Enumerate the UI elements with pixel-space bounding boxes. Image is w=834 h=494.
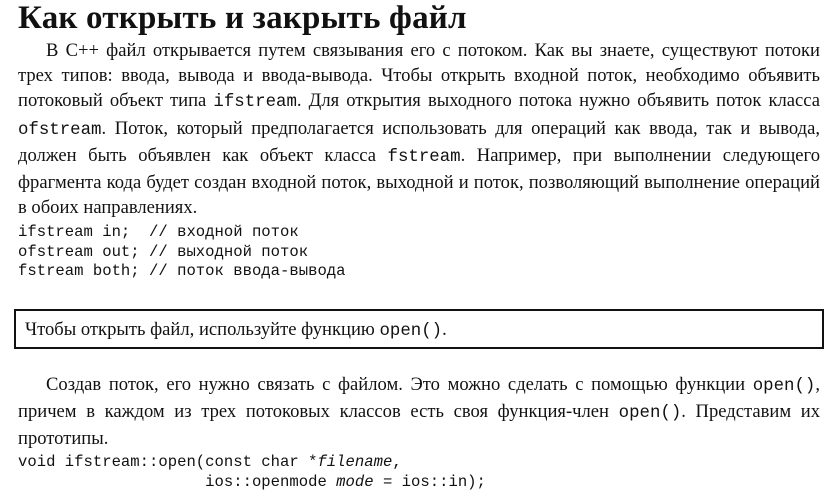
code-block-prototype [18, 453, 486, 492]
code-line: ofstream out; // выходной поток [18, 242, 309, 261]
paragraph-open [18, 372, 820, 452]
paragraph-text: . Представим их прототипы. [18, 401, 820, 450]
paragraph-intro [18, 38, 820, 220]
tip-box [14, 309, 824, 349]
param-filename: filename [317, 453, 393, 471]
paragraph-text: , причем в каждом из трех потоковых классов есть своя функция-член [18, 374, 820, 423]
param-mode: mode [336, 472, 374, 491]
paragraph-text: В C++ файл открывается путем связывания его с потоком. Как вы знаете, существуют потоки трех типов: ввода, вывода и ввода-вывода. Чтобы открыть входной поток, необходимо объявить потоковый объект типа [18, 40, 820, 112]
inline-code-fstream: fstream [387, 147, 461, 167]
tip-text: Чтобы открыть файл, используйте функцию open(). [25, 319, 447, 341]
code-line: fstream both; // поток ввода-вывода [18, 262, 346, 280]
section-heading: Как открыть и закрыть файл [18, 0, 467, 36]
inline-code-open: open() [379, 322, 443, 341]
paragraph-text: . Для открытия выходного потока нужно объявить поток класса [296, 90, 820, 112]
code-block-declarations [18, 223, 346, 282]
inline-code-ofstream: ofstream [18, 120, 102, 140]
paragraph-text: . Поток, который предполагается использовать для операций как ввода, так и вывода, должен быть объявлен как объект класса [18, 117, 820, 166]
paragraph-text: Создав поток, его нужно связать с файлом. Это можно сделать с помощью функции [46, 374, 753, 395]
code-line: void ifstream::open(const char *filename, [18, 453, 402, 471]
code-line: ios::openmode mode = ios::in); [18, 472, 486, 491]
inline-code-open: open() [618, 404, 682, 424]
code-line: ifstream in; // входной поток [18, 223, 299, 241]
inline-code-open: open() [752, 377, 816, 396]
paragraph-text: . Например, при выполнении следующего фрагмента кода будет создан входной поток, выходной и поток, позволяющий выполнение операций в обоих направлениях. [18, 144, 820, 219]
inline-code-ifstream: ifstream [213, 93, 297, 113]
